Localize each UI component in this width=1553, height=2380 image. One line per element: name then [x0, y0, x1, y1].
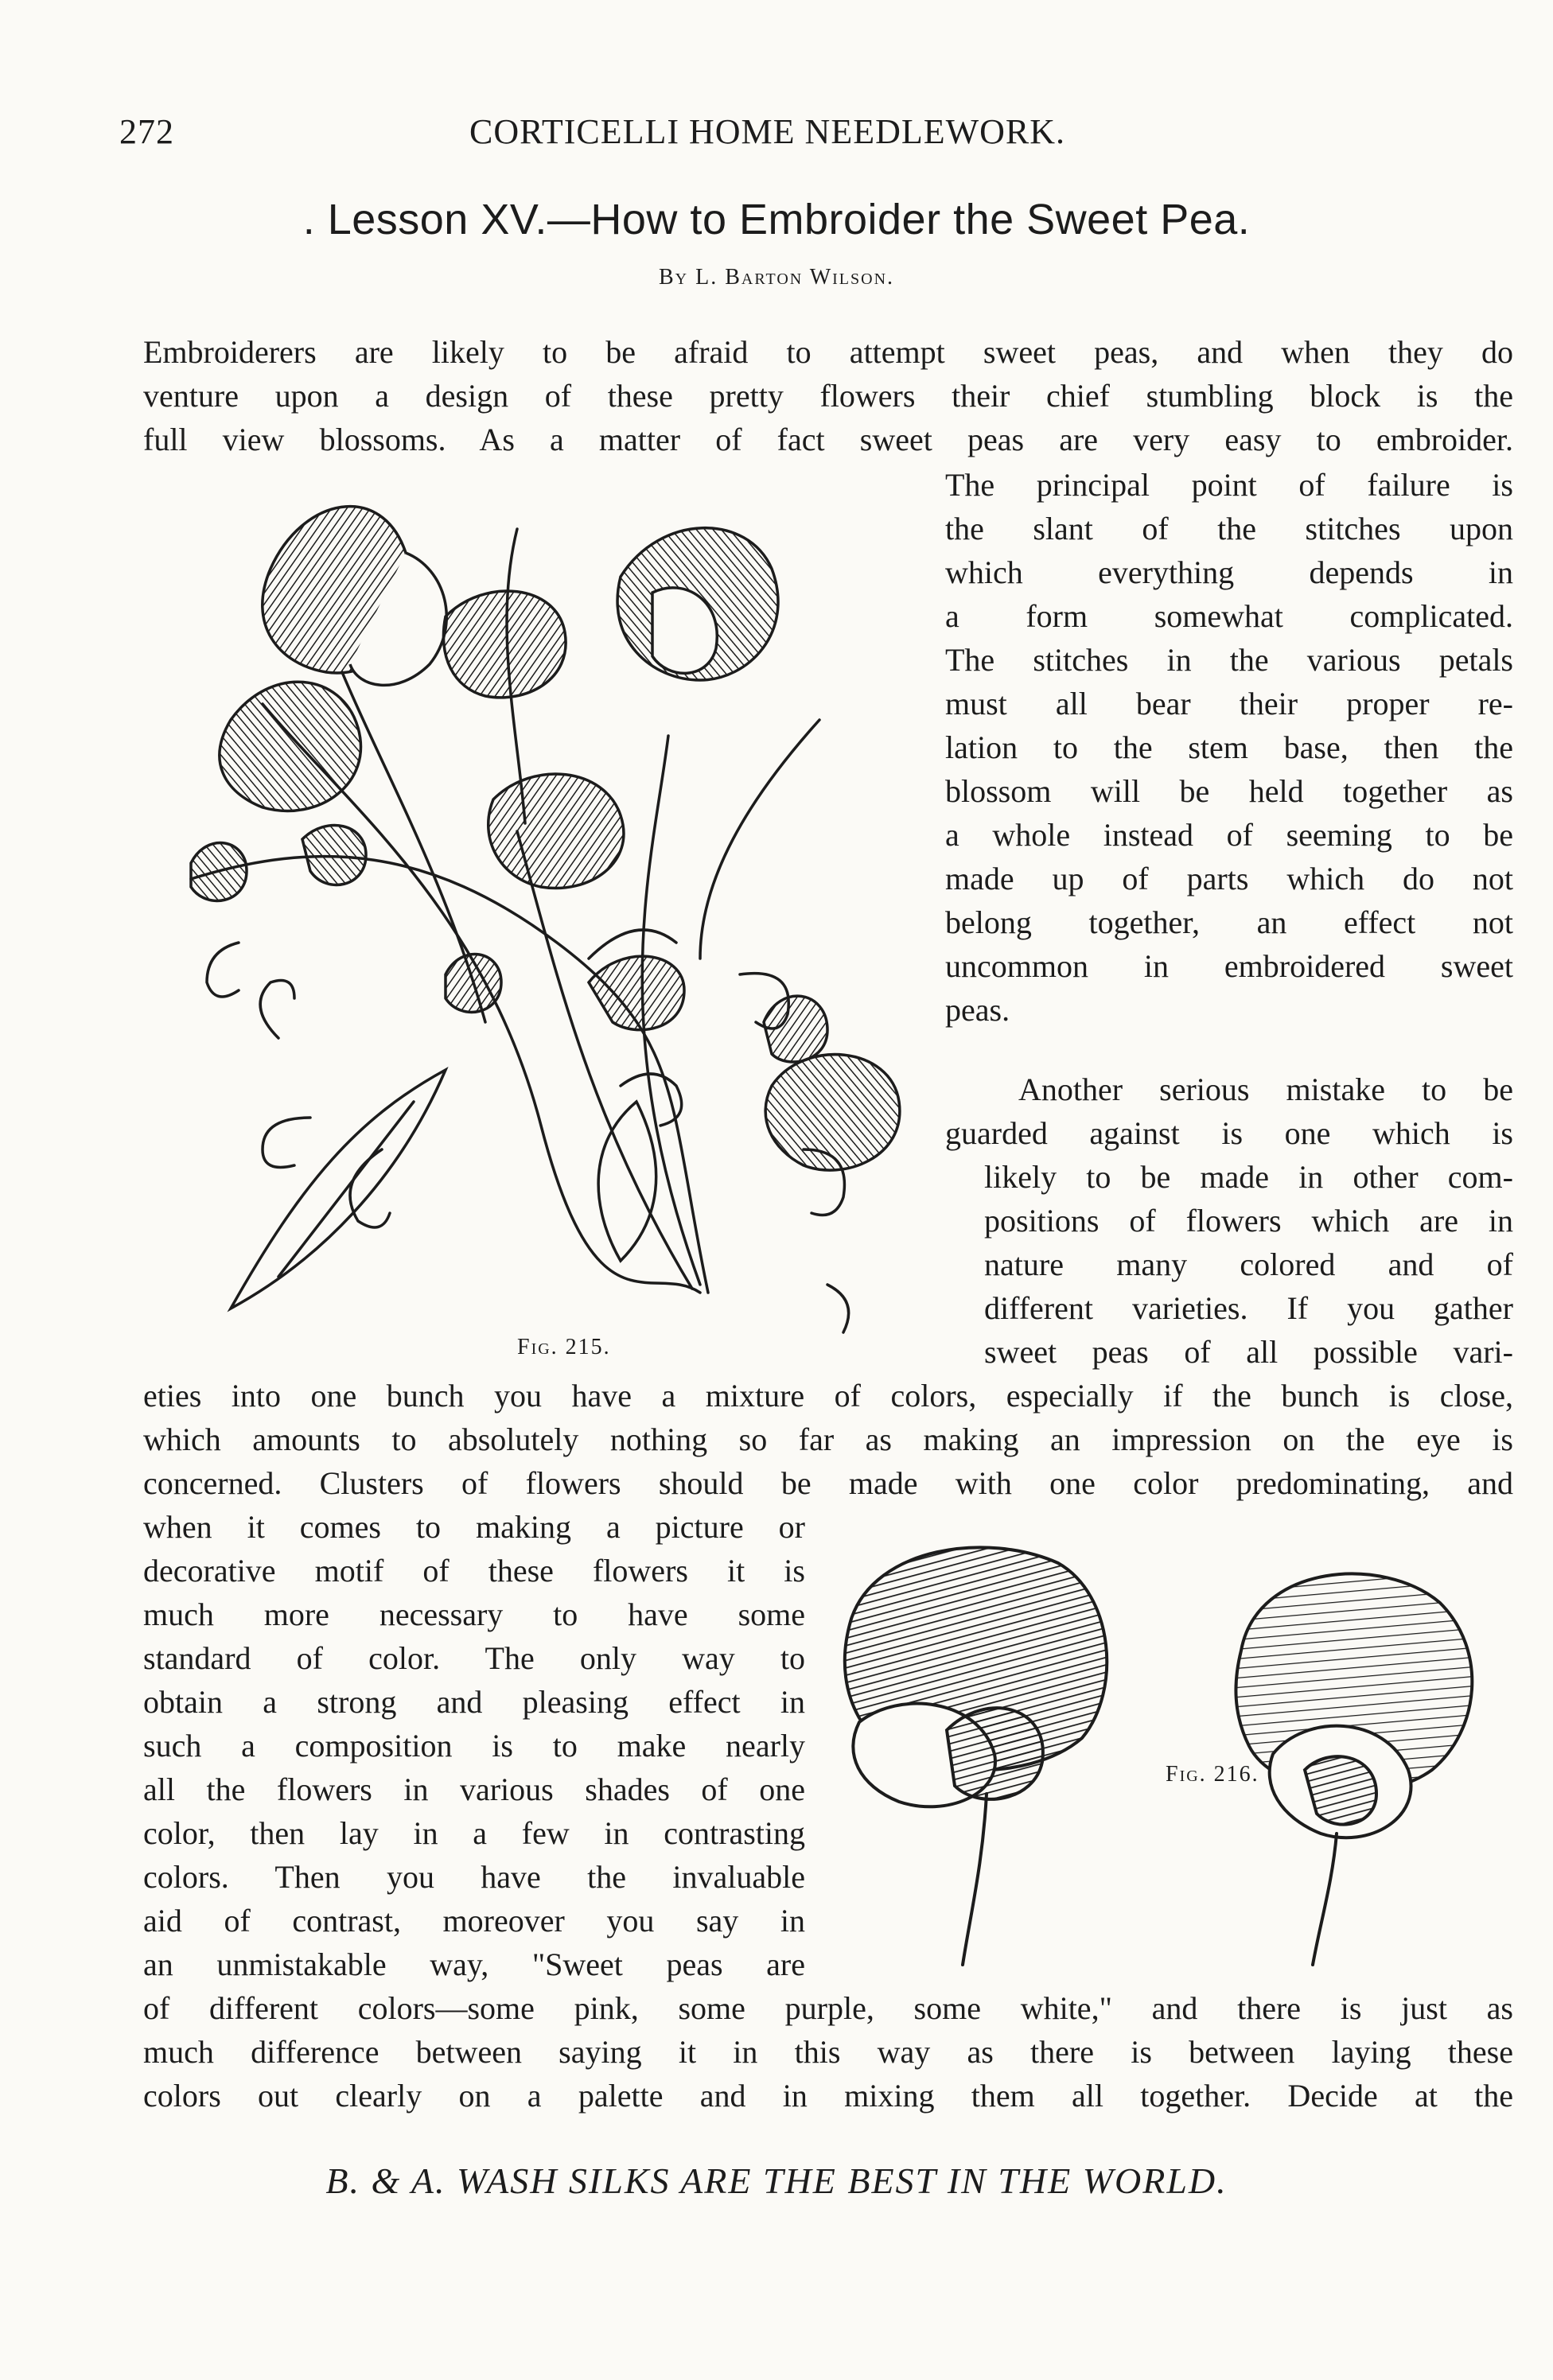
text-line: obtain a strong and pleasing effect in	[143, 1684, 805, 1720]
text-line: such a composition is to make nearly	[143, 1728, 805, 1764]
text-line: an unmistakable way, "Sweet peas are	[143, 1946, 805, 1982]
text-line: likely to be made in other com-	[984, 1159, 1513, 1195]
text-line: made up of parts which do not	[945, 861, 1513, 896]
text-line: lation to the stem base, then the	[945, 729, 1513, 765]
text-line: guarded against is one which is	[945, 1115, 1513, 1151]
text-line: uncommon in embroidered sweet	[945, 948, 1513, 984]
text-line: the slant of the stitches upon	[945, 511, 1513, 546]
text-line: colors. Then you have the invaluable	[143, 1859, 805, 1895]
text-line: much difference between saying it in this way as there is between laying these	[143, 2034, 1513, 2070]
running-header	[119, 111, 1472, 159]
text-line: color, then lay in a few in contrasting	[143, 1815, 805, 1851]
text-line: when it comes to making a picture or	[143, 1509, 805, 1545]
text-line: a whole instead of seeming to be	[945, 817, 1513, 853]
text-line: blossom will be held together as	[945, 773, 1513, 809]
sweet-pea-spray-illustration	[143, 465, 939, 1364]
text-line: which amounts to absolutely nothing so far as making an impression on the eye is	[143, 1421, 1513, 1457]
byline: By L. Barton Wilson.	[658, 265, 895, 290]
text-line: of different colors—some pink, some purple, some white," and there is just as	[143, 1990, 1513, 2026]
sweet-pea-blossoms-illustration	[827, 1531, 1528, 1977]
footer-advertisement: B. & A. WASH SILKS ARE THE BEST IN THE WORLD.	[325, 2160, 1228, 2201]
text-line: The stitches in the various petals	[945, 642, 1513, 678]
text-line: The principal point of failure is	[945, 467, 1513, 503]
text-line: concerned. Clusters of flowers should be made with one color predominating, and	[143, 1465, 1513, 1501]
text-line: aid of contrast, moreover you say in	[143, 1903, 805, 1939]
text-line: peas.	[945, 992, 1010, 1028]
text-line: eties into one bunch you have a mixture of colors, especially if the bunch is close,	[143, 1378, 1513, 1414]
text-line: a form somewhat complicated.	[945, 598, 1513, 634]
text-line: decorative motif of these flowers it is	[143, 1553, 805, 1589]
text-line: belong together, an effect not	[945, 904, 1513, 940]
text-line: all the flowers in various shades of one	[143, 1771, 805, 1807]
text-line: Embroiderers are likely to be afraid to attempt sweet peas, and when they do	[143, 334, 1513, 370]
text-line: venture upon a design of these pretty flowers their chief stumbling block is the	[143, 378, 1513, 414]
figure-215-caption: Fig. 215.	[517, 1335, 611, 1359]
text-line: different varieties. If you gather	[984, 1290, 1513, 1326]
text-line: must all bear their proper re-	[945, 686, 1513, 721]
text-line: sweet peas of all possible vari-	[984, 1334, 1513, 1370]
lesson-title: . Lesson XV.—How to Embroider the Sweet Pea.	[302, 196, 1251, 243]
text-line: which everything depends in	[945, 554, 1513, 590]
page-number: 272	[119, 112, 174, 151]
figure-216-caption: Fig. 216.	[1166, 1762, 1259, 1787]
text-line: standard of color. The only way to	[143, 1640, 805, 1676]
text-line: positions of flowers which are in	[984, 1203, 1513, 1239]
text-line: nature many colored and of	[984, 1246, 1513, 1282]
text-line: Another serious mistake to be	[1018, 1071, 1513, 1107]
text-line: much more necessary to have some	[143, 1596, 805, 1632]
running-title: CORTICELLI HOME NEEDLEWORK.	[469, 112, 1066, 151]
text-line: colors out clearly on a palette and in mixing them all together. Decide at the	[143, 2078, 1513, 2114]
text-line: full view blossoms. As a matter of fact sweet peas are very easy to embroider.	[143, 422, 1513, 457]
